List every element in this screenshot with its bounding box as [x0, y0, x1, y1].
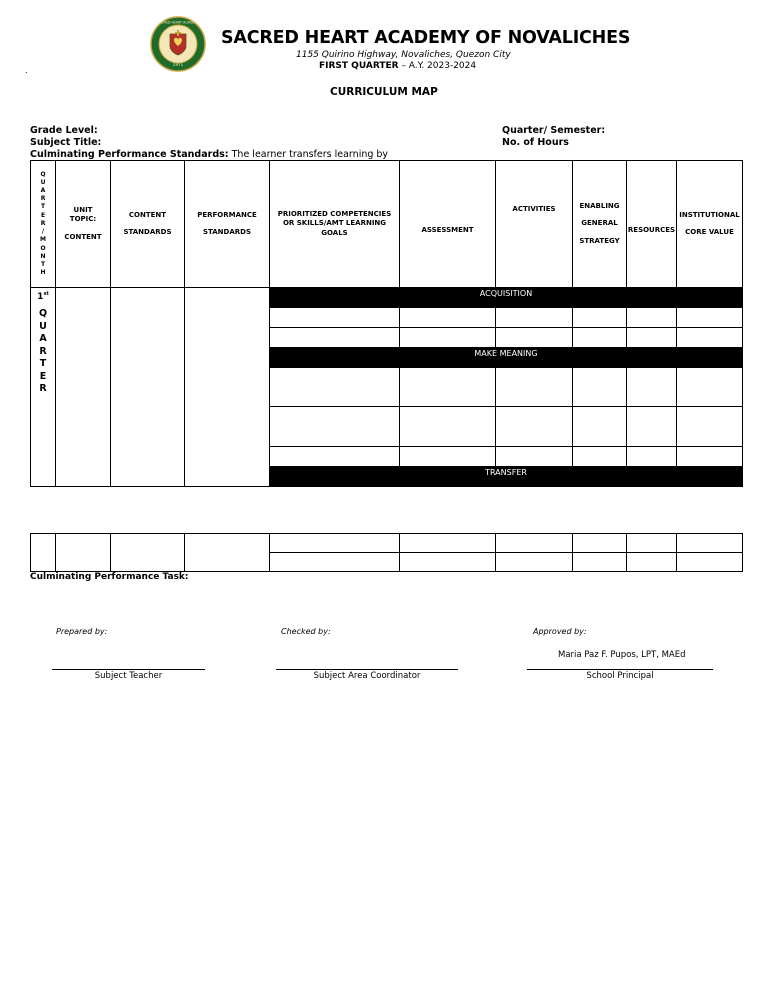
- quarter-month-letter: E: [40, 211, 46, 219]
- cell[interactable]: [573, 328, 627, 348]
- quarter-month-letter: M: [40, 236, 46, 244]
- cell[interactable]: [677, 308, 743, 328]
- cell[interactable]: [627, 308, 677, 328]
- cell[interactable]: [270, 308, 400, 328]
- header-quarter-month: [31, 161, 56, 288]
- cell[interactable]: [627, 553, 677, 572]
- culminating-standards: [30, 149, 388, 160]
- subject-teacher-role: Subject Teacher: [94, 671, 163, 681]
- quarter-year-line: [319, 61, 476, 71]
- cell[interactable]: [496, 368, 573, 407]
- cell[interactable]: [627, 534, 677, 553]
- cell[interactable]: [573, 534, 627, 553]
- quarter-month-letter: H: [40, 269, 46, 277]
- stray-mark: .: [25, 66, 28, 75]
- unit-topic-cell[interactable]: [56, 288, 111, 487]
- header-resources: RESOURCES: [627, 161, 677, 288]
- band-transfer: TRANSFER: [270, 467, 743, 487]
- quarter-letter: T: [39, 358, 47, 369]
- cell[interactable]: [185, 534, 270, 572]
- svg-text:SACRED HEART ACADEMY: SACRED HEART ACADEMY: [157, 20, 199, 25]
- header-enabling-strategy: ENABLING GENERAL STRATEGY: [573, 161, 627, 288]
- curriculum-map-table: [30, 160, 743, 487]
- header-prioritized-competencies: PRIORITIZED COMPETENCIES OR SKILLS/AMT LEARNING GOALS: [270, 161, 400, 288]
- cell[interactable]: [496, 447, 573, 467]
- cell[interactable]: [627, 328, 677, 348]
- header-content-standards: CONTENT STANDARDS: [111, 161, 185, 288]
- academic-year: – A.Y. 2023-2024: [398, 61, 477, 71]
- cell[interactable]: [677, 553, 743, 572]
- cell[interactable]: [56, 534, 111, 572]
- quarter-month-letter: T: [40, 203, 46, 211]
- cell[interactable]: [627, 368, 677, 407]
- quarter-month-letter: R: [40, 219, 46, 227]
- grade-level-label: Grade Level:: [30, 125, 98, 136]
- quarter-month-vertical-label: [31, 171, 55, 278]
- cell[interactable]: [496, 308, 573, 328]
- cell[interactable]: [573, 407, 627, 447]
- document-title: CURRICULUM MAP: [330, 86, 438, 98]
- quarter-letter: Q: [38, 308, 48, 319]
- cell[interactable]: [573, 447, 627, 467]
- quarter-number: 1st: [37, 291, 49, 302]
- cell[interactable]: [400, 308, 496, 328]
- prepared-by-label: Prepared by:: [56, 627, 108, 636]
- cell[interactable]: [677, 368, 743, 407]
- cell[interactable]: [400, 328, 496, 348]
- band-make-meaning: MAKE MEANING: [270, 348, 743, 368]
- principal-signature-line: [527, 669, 713, 670]
- cell[interactable]: [270, 407, 400, 447]
- teacher-signature-line: [52, 669, 205, 670]
- cell[interactable]: [400, 553, 496, 572]
- school-logo-seal: [150, 16, 206, 72]
- quarter-semester-label: Quarter/ Semester:: [502, 125, 606, 136]
- quarter-month-letter: O: [40, 244, 46, 252]
- principal-name: Maria Paz F. Pupos, LPT, MAEd: [558, 650, 686, 660]
- quarter-month-letter: /: [41, 228, 45, 236]
- cell[interactable]: [270, 368, 400, 407]
- school-name: SACRED HEART ACADEMY OF NOVALICHES: [221, 28, 631, 48]
- table-row: [31, 534, 743, 553]
- performance-standards-cell[interactable]: [185, 288, 270, 487]
- header-institutional-core-value: INSTITUTIONAL CORE VALUE: [677, 161, 743, 288]
- cell[interactable]: [496, 328, 573, 348]
- cell[interactable]: [573, 308, 627, 328]
- quarter-letter: A: [39, 333, 47, 344]
- cell[interactable]: [270, 328, 400, 348]
- cell[interactable]: [627, 407, 677, 447]
- cell[interactable]: [573, 368, 627, 407]
- culminating-standards-text: The learner transfers learning by: [228, 149, 389, 160]
- principal-role: School Principal: [586, 671, 654, 681]
- cell[interactable]: [496, 407, 573, 447]
- culminating-standards-label: Culminating Performance Standards:: [30, 149, 229, 160]
- quarter-month-letter: A: [40, 187, 46, 195]
- coordinator-signature-line: [276, 669, 458, 670]
- cell[interactable]: [400, 407, 496, 447]
- header-activities: ACTIVITIES: [496, 161, 573, 288]
- culminating-task-label: Culminating Performance Task:: [30, 572, 189, 582]
- quarter-label: FIRST QUARTER: [319, 61, 399, 71]
- coordinator-role: Subject Area Coordinator: [313, 671, 421, 681]
- curriculum-map-table-continued: [30, 533, 743, 572]
- header-unit-topic: UNIT TOPIC: CONTENT: [56, 161, 111, 288]
- approved-by-label: Approved by:: [533, 627, 587, 636]
- school-address: 1155 Quirino Highway, Novaliches, Quezon City: [296, 50, 511, 60]
- cell[interactable]: [677, 407, 743, 447]
- no-of-hours-label: No. of Hours: [502, 137, 569, 148]
- cell[interactable]: [270, 447, 400, 467]
- header-assessment: ASSESSMENT: [400, 161, 496, 288]
- quarter-letter: R: [39, 383, 47, 394]
- cell[interactable]: [270, 553, 400, 572]
- quarter-month-letter: R: [40, 195, 46, 203]
- subject-title-label: Subject Title:: [30, 137, 102, 148]
- content-standards-cell[interactable]: [111, 288, 185, 487]
- quarter-month-letter: N: [40, 252, 46, 260]
- cell[interactable]: [496, 553, 573, 572]
- quarter-month-letter: U: [40, 178, 46, 186]
- svg-text:1971: 1971: [172, 62, 184, 67]
- cell[interactable]: [270, 534, 400, 553]
- cell[interactable]: [496, 534, 573, 553]
- cell[interactable]: [31, 534, 56, 572]
- cell[interactable]: [573, 553, 627, 572]
- quarter-vertical-label: [31, 308, 55, 396]
- quarter-cell: [31, 288, 56, 487]
- cell[interactable]: [400, 368, 496, 407]
- cell[interactable]: [677, 534, 743, 553]
- cell[interactable]: [111, 534, 185, 572]
- quarter-letter: E: [39, 370, 47, 382]
- cell[interactable]: [400, 447, 496, 467]
- cell[interactable]: [677, 447, 743, 467]
- cell[interactable]: [627, 447, 677, 467]
- quarter-letter: U: [39, 320, 47, 332]
- checked-by-label: Checked by:: [281, 627, 331, 636]
- acquisition-row: [31, 288, 743, 308]
- header-row: [31, 161, 743, 288]
- quarter-month-letter: T: [40, 260, 46, 268]
- band-acquisition: ACQUISITION: [270, 288, 743, 308]
- quarter-letter: R: [39, 345, 47, 357]
- header-performance-standards: PERFORMANCE STANDARDS: [185, 161, 270, 288]
- quarter-month-letter: Q: [40, 170, 46, 178]
- cell[interactable]: [677, 328, 743, 348]
- cell[interactable]: [400, 534, 496, 553]
